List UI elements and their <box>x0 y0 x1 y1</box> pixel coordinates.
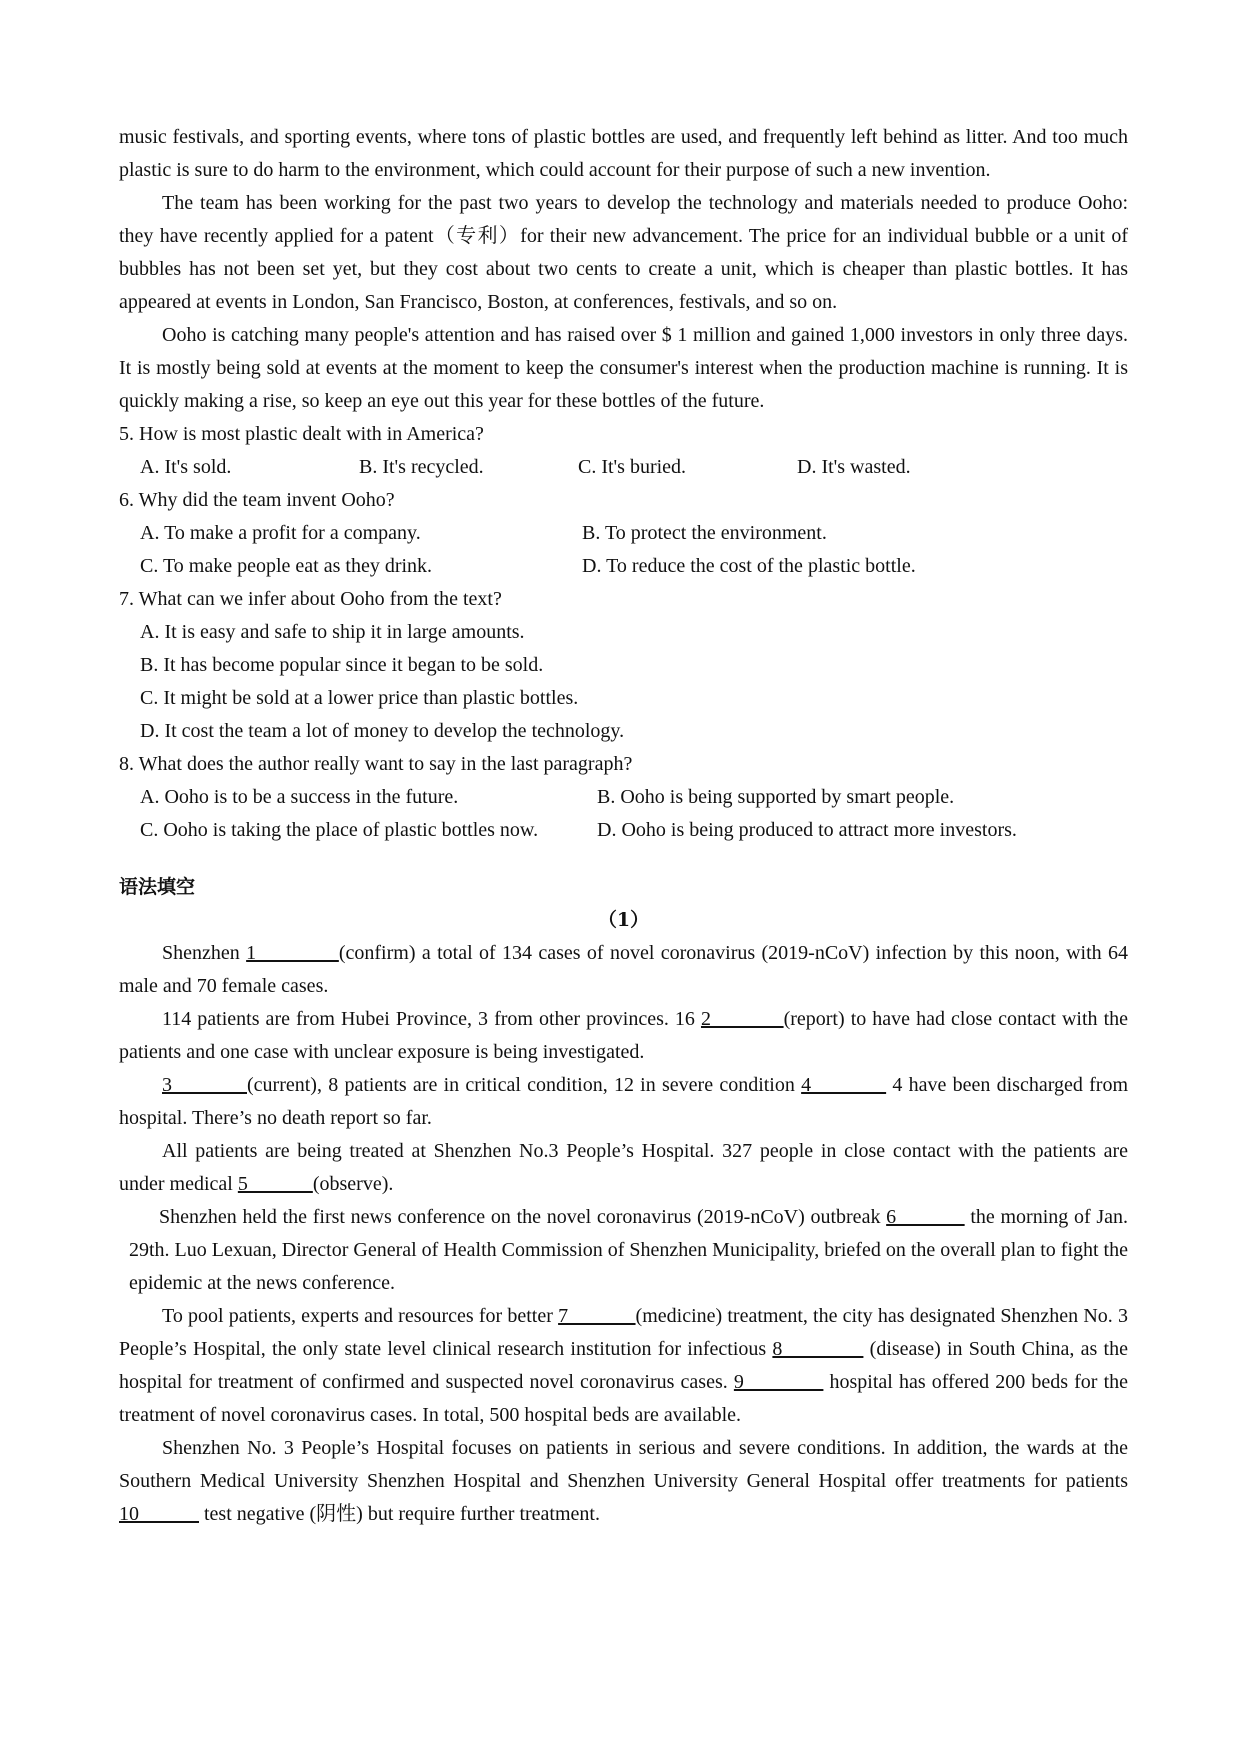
passage-number: （1） <box>597 909 650 931</box>
option-d: D. Ooho is being produced to attract more investors. <box>597 819 1017 841</box>
text: All patients are being treated at Shenzhen No.3 People’s Hospital. 327 people in close contact with the patients are under medical <box>119 1140 1128 1195</box>
blank-8[interactable]: 8 <box>772 1338 864 1360</box>
section-heading: 语法填空 <box>119 876 196 898</box>
text: 4 have been discharged from hospital. There’s no death report so far. <box>119 1074 1129 1129</box>
grammar-paragraph-4 <box>119 1135 1128 1201</box>
question-6-options-row2 <box>119 550 1128 583</box>
text: (medicine) treatment, the city has designated Shenzhen No. 3 People’s Hospital, the only state level clinical research institution for infectious <box>119 1305 1128 1360</box>
option-b: B. It's recycled. <box>359 456 484 478</box>
text: the morning of Jan. 29th. Luo Lexuan, Director General of Health Commission of Shenzhen Municipality, briefed on the overall plan to fight the epidemic at the news conference. <box>129 1206 1128 1294</box>
blank-6[interactable]: 6 <box>886 1206 965 1228</box>
option-c: C. It might be sold at a lower price than plastic bottles. <box>140 687 579 709</box>
option-b: B. It has become popular since it began to be sold. <box>140 654 544 676</box>
reading-paragraph: Ooho is catching many people's attention and has raised over $ 1 million and gained 1,000 investors in only three days. It is mostly being sold at events at the moment to keep the consumer's interest when the production machine is running. It is quickly making a rise, so keep an eye out this year for these bottles of the future. <box>119 324 1128 412</box>
reading-paragraph: The team has been working for the past two years to develop the technology and materials needed to produce Ooho: they have recently applied for a patent（专利）for their new advancement. The price for an individual bubble or a unit of bubbles has not been set yet, but they cost about two cents to create a unit, which is cheaper than plastic bottles. It has appeared at events in London, San Francisco, Boston, at conferences, festivals, and so on. <box>119 192 1128 313</box>
option-b: B. Ooho is being supported by smart people. <box>597 786 955 808</box>
blank-2[interactable]: 2 <box>700 1008 784 1030</box>
option-a: A. It's sold. <box>140 456 232 478</box>
question-5-stem: 5. How is most plastic dealt with in America? <box>119 423 484 445</box>
option-a: A. To make a profit for a company. <box>140 522 421 544</box>
text: Shenzhen held the first news conference on the novel coronavirus (2019-nCoV) outbreak <box>159 1206 887 1228</box>
text: test negative (阴性) but require further treatment. <box>199 1503 600 1525</box>
option-c: C. To make people eat as they drink. <box>140 555 433 577</box>
blank-9[interactable]: 9 <box>733 1371 824 1393</box>
question-6-options-row1 <box>119 517 1128 550</box>
text: (observe). <box>312 1173 394 1195</box>
reading-paragraph: music festivals, and sporting events, where tons of plastic bottles are used, and frequently left behind as litter. And too much plastic is sure to do harm to the environment, which could account for their purpose of such a new invention. <box>119 126 1128 181</box>
grammar-paragraph-5 <box>119 1201 1128 1300</box>
question-8-options-row2 <box>119 814 1128 847</box>
blank-5[interactable]: 5 <box>237 1173 313 1195</box>
page-content <box>119 121 1128 1531</box>
option-c: C. Ooho is taking the place of plastic bottles now. <box>140 819 539 841</box>
blank-3[interactable]: 3 <box>162 1074 247 1096</box>
blank-1[interactable]: 1 <box>246 942 339 964</box>
text: Shenzhen No. 3 People’s Hospital focuses on patients in serious and severe conditions. In addition, the wards at the Southern Medical University Shenzhen Hospital and Shenzhen University General Hospital offer treatments for patients <box>119 1437 1128 1492</box>
grammar-paragraph-6 <box>119 1300 1128 1432</box>
grammar-paragraph-1 <box>119 937 1128 1003</box>
grammar-paragraph-2 <box>119 1003 1128 1069</box>
question-5-options <box>119 451 1128 484</box>
grammar-paragraph-3 <box>119 1069 1128 1135</box>
text: Shenzhen <box>162 942 247 964</box>
text: hospital has offered 200 beds for the treatment of novel coronavirus cases. In total, 500 hospital beds are available. <box>119 1371 1129 1426</box>
question-8-options-row1 <box>119 781 1128 814</box>
question-8-stem: 8. What does the author really want to say in the last paragraph? <box>119 753 633 775</box>
option-d: D. It's wasted. <box>797 456 911 478</box>
option-b: B. To protect the environment. <box>582 522 827 544</box>
grammar-paragraph-7 <box>119 1432 1128 1531</box>
option-d: D. It cost the team a lot of money to develop the technology. <box>140 720 625 742</box>
text: To pool patients, experts and resources for better <box>162 1305 559 1327</box>
question-7-stem: 7. What can we infer about Ooho from the text? <box>119 588 502 610</box>
text: (current), 8 patients are in critical condition, 12 in severe condition <box>247 1074 802 1096</box>
text: (confirm) a total of 134 cases of novel coronavirus (2019-nCoV) infection by this noon, with 64 male and 70 female cases. <box>119 942 1128 997</box>
text: (disease) in South China, as the hospital for treatment of confirmed and suspected novel coronavirus cases. <box>119 1338 1128 1393</box>
option-a: A. It is easy and safe to ship it in large amounts. <box>140 621 525 643</box>
option-c: C. It's buried. <box>578 456 687 478</box>
blank-4[interactable]: 4 <box>801 1074 887 1096</box>
option-a: A. Ooho is to be a success in the future. <box>140 786 459 808</box>
text: 114 patients are from Hubei Province, 3 from other provinces. 16 <box>162 1008 701 1030</box>
blank-10[interactable]: 10 <box>119 1503 199 1525</box>
option-d: D. To reduce the cost of the plastic bottle. <box>582 555 916 577</box>
text: (report) to have had close contact with the patients and one case with unclear exposure is being investigated. <box>119 1008 1129 1063</box>
question-6-stem: 6. Why did the team invent Ooho? <box>119 489 395 511</box>
blank-7[interactable]: 7 <box>558 1305 636 1327</box>
